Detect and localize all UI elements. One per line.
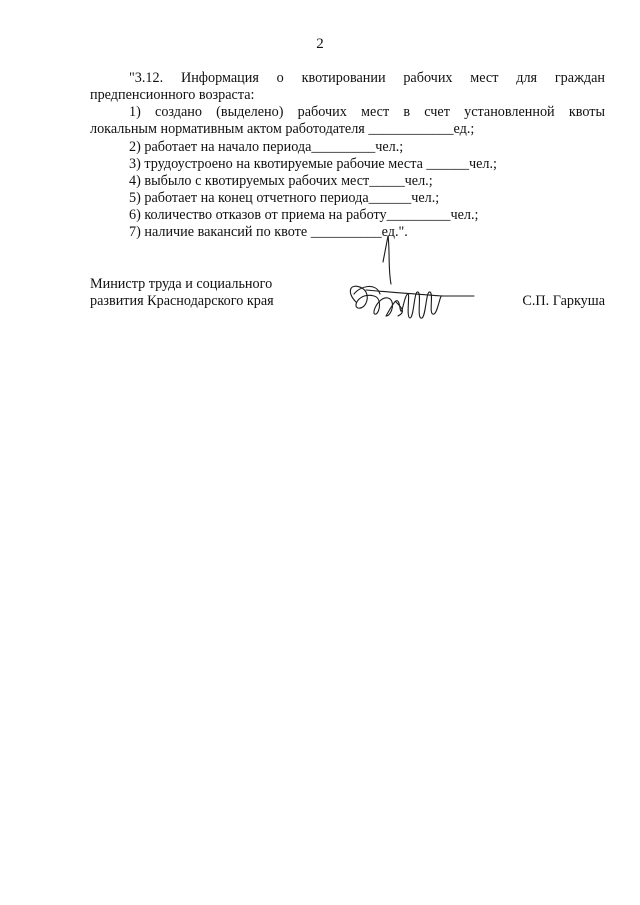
signer-position bbox=[90, 276, 274, 311]
item-1-line2: локальным нормативным актом работодателя ____________ед.; bbox=[90, 121, 475, 137]
item-7: 7) наличие вакансий по квоте __________ед.". bbox=[129, 224, 408, 240]
section-heading-line1 bbox=[90, 70, 605, 87]
item-6: 6) количество отказов от приема на работу_________чел.; bbox=[129, 207, 479, 223]
item-2: 2) работает на начало периода_________чел.; bbox=[129, 139, 404, 155]
page-number: 2 bbox=[316, 36, 324, 52]
item-1-text: 1) создано (выделено) рабочих мест в счет установленной квоты bbox=[129, 104, 605, 120]
signer-name: С.П. Гаркуша bbox=[522, 293, 605, 309]
section-heading-line2: предпенсионного возраста: bbox=[90, 87, 255, 103]
item-5: 5) работает на конец отчетного периода______чел.; bbox=[129, 190, 440, 206]
item-1-line1 bbox=[90, 104, 605, 121]
section-heading-text: "3.12. Информация о квотировании рабочих мест для граждан bbox=[129, 70, 605, 86]
item-3: 3) трудоустроено на квотируемые рабочие места ______чел.; bbox=[129, 156, 497, 172]
item-4: 4) выбыло с квотируемых рабочих мест_____чел.; bbox=[129, 173, 433, 189]
signer-position-line2: развития Краснодарского края bbox=[90, 293, 274, 310]
signer-position-line1: Министр труда и социального bbox=[90, 276, 273, 292]
handwritten-signature bbox=[336, 232, 476, 332]
